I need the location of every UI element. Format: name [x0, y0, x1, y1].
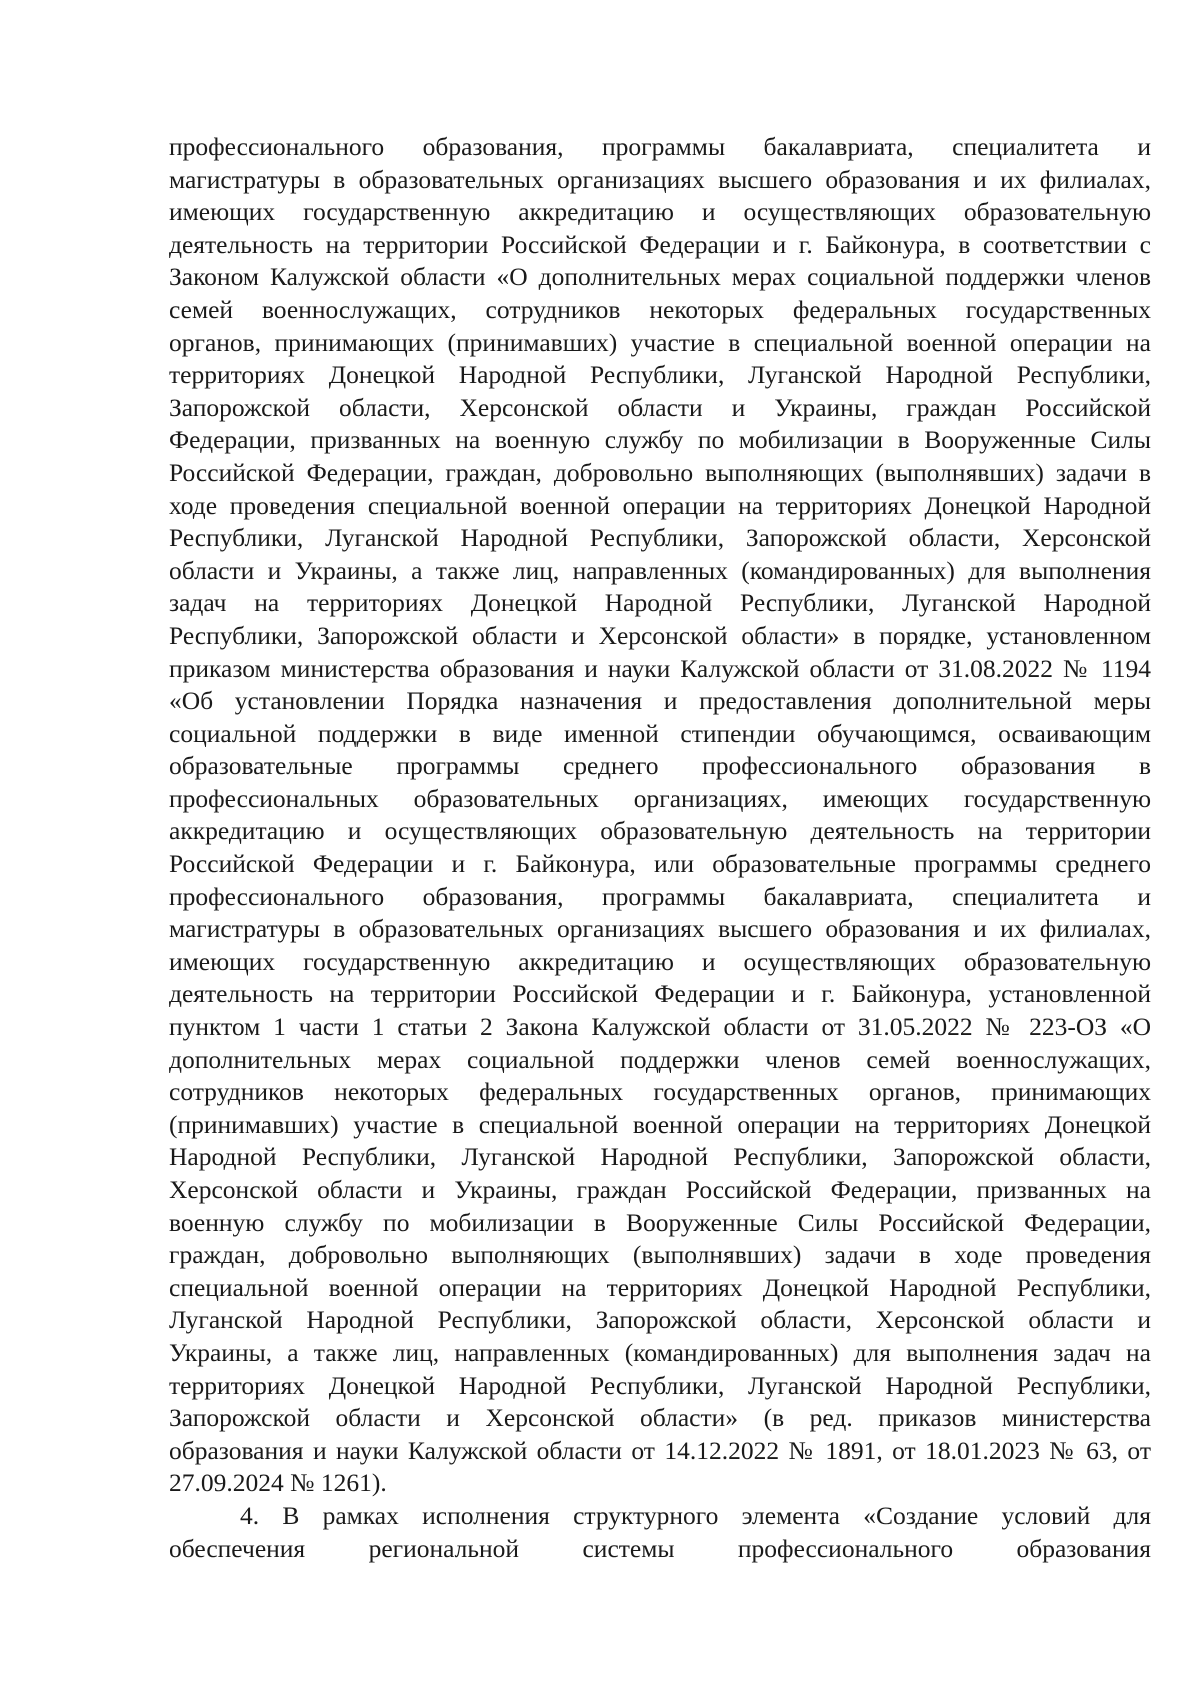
- text-line: имеющих государственную аккредитацию и осуществляющих образовательную: [169, 197, 1151, 227]
- text-line: аккредитацию и осуществляющих образовательную деятельность на территории: [169, 816, 1151, 846]
- text-line: Республики, Запорожской области и Херсонской области» в порядке, установленном: [169, 620, 1151, 650]
- text-line: Российской Федерации и г. Байконура, или образовательные программы среднего: [169, 849, 1151, 879]
- text-line: профессиональных образовательных организациях, имеющих государственную: [169, 783, 1151, 813]
- text-line: Херсонской области и Украины, граждан Российской Федерации, призванных на: [169, 1175, 1151, 1204]
- text-line: деятельность на территории Российской Федерации и г. Байконура, установленной: [169, 979, 1151, 1009]
- text-line: территориях Донецкой Народной Республики, Луганской Народной Республики,: [169, 1370, 1151, 1400]
- text-line: образовательные программы среднего профессионального образования в: [169, 751, 1151, 781]
- text-line: приказом министерства образования и науки Калужской области от 31.08.2022 № 1194: [169, 653, 1151, 683]
- text-line: обеспечения региональной системы профессионального образования: [169, 1533, 1151, 1563]
- text-line: Федерации, призванных на военную службу по мобилизации в Вооруженные Силы: [169, 425, 1151, 455]
- text-line: Запорожской области и Херсонской области» (в ред. приказов министерства: [169, 1403, 1151, 1433]
- text-line: специальной военной операции на территориях Донецкой Народной Республики,: [169, 1272, 1151, 1302]
- text-line: пунктом 1 части 1 статьи 2 Закона Калужской области от 31.05.2022 № 223-ОЗ «О: [169, 1012, 1151, 1042]
- text-line: образования и науки Калужской области от 14.12.2022 № 1891, от 18.01.2023 № 63, от: [169, 1435, 1151, 1465]
- text-line: социальной поддержки в виде именной стипендии обучающимся, осваивающим: [169, 718, 1151, 748]
- text-line: Запорожской области, Херсонской области и Украины, граждан Российской: [169, 392, 1151, 422]
- text-line: Российской Федерации, граждан, добровольно выполняющих (выполнявших) задачи в: [169, 457, 1151, 487]
- text-line: военную службу по мобилизации в Вооруженные Силы Российской Федерации,: [169, 1207, 1151, 1237]
- body-text: [169, 131, 1151, 1565]
- text-line: граждан, добровольно выполняющих (выполнявших) задачи в ходе проведения: [169, 1240, 1151, 1270]
- text-line: Законом Калужской области «О дополнительных мерах социальной поддержки членов: [169, 262, 1151, 292]
- text-line: магистратуры в образовательных организациях высшего образования и их филиалах,: [169, 164, 1151, 194]
- text-line: (принимавших) участие в специальной военной операции на территориях Донецкой: [169, 1109, 1151, 1139]
- text-line: ходе проведения специальной военной операции на территориях Донецкой Народной: [169, 490, 1151, 520]
- text-line: семей военнослужащих, сотрудников некоторых федеральных государственных: [169, 294, 1151, 324]
- text-line: профессионального образования, программы бакалавриата, специалитета и: [169, 881, 1151, 911]
- text-line: профессионального образования, программы бакалавриата, специалитета и: [169, 132, 1151, 161]
- text-line: «Об установлении Порядка назначения и предоставления дополнительной меры: [169, 686, 1151, 716]
- text-line: Луганской Народной Республики, Запорожской области, Херсонской области и: [169, 1305, 1151, 1335]
- paragraph-end-line: 27.09.2024 № 1261).: [169, 1468, 387, 1498]
- text-line: территориях Донецкой Народной Республики, Луганской Народной Республики,: [169, 360, 1151, 390]
- text-line: дополнительных мерах социальной поддержки членов семей военнослужащих,: [169, 1044, 1151, 1074]
- text-line: Украины, а также лиц, направленных (командированных) для выполнения задач на: [169, 1337, 1151, 1367]
- text-line: Республики, Луганской Народной Республики, Запорожской области, Херсонской: [169, 523, 1151, 553]
- text-line: органов, принимающих (принимавших) участие в специальной военной операции на: [169, 327, 1151, 357]
- paragraph-4-first-line: 4. В рамках исполнения структурного элемента «Создание условий для: [240, 1500, 1151, 1530]
- text-line: магистратуры в образовательных организациях высшего образования и их филиалах,: [169, 914, 1151, 944]
- text-line: Народной Республики, Луганской Народной Республики, Запорожской области,: [169, 1142, 1151, 1172]
- text-line: деятельность на территории Российской Федерации и г. Байконура, в соответствии с: [169, 229, 1151, 259]
- text-line: сотрудников некоторых федеральных государственных органов, принимающих: [169, 1077, 1151, 1107]
- text-line: имеющих государственную аккредитацию и осуществляющих образовательную: [169, 946, 1151, 976]
- text-line: задач на территориях Донецкой Народной Республики, Луганской Народной: [169, 588, 1151, 618]
- text-line: области и Украины, а также лиц, направленных (командированных) для выполнения: [169, 555, 1151, 585]
